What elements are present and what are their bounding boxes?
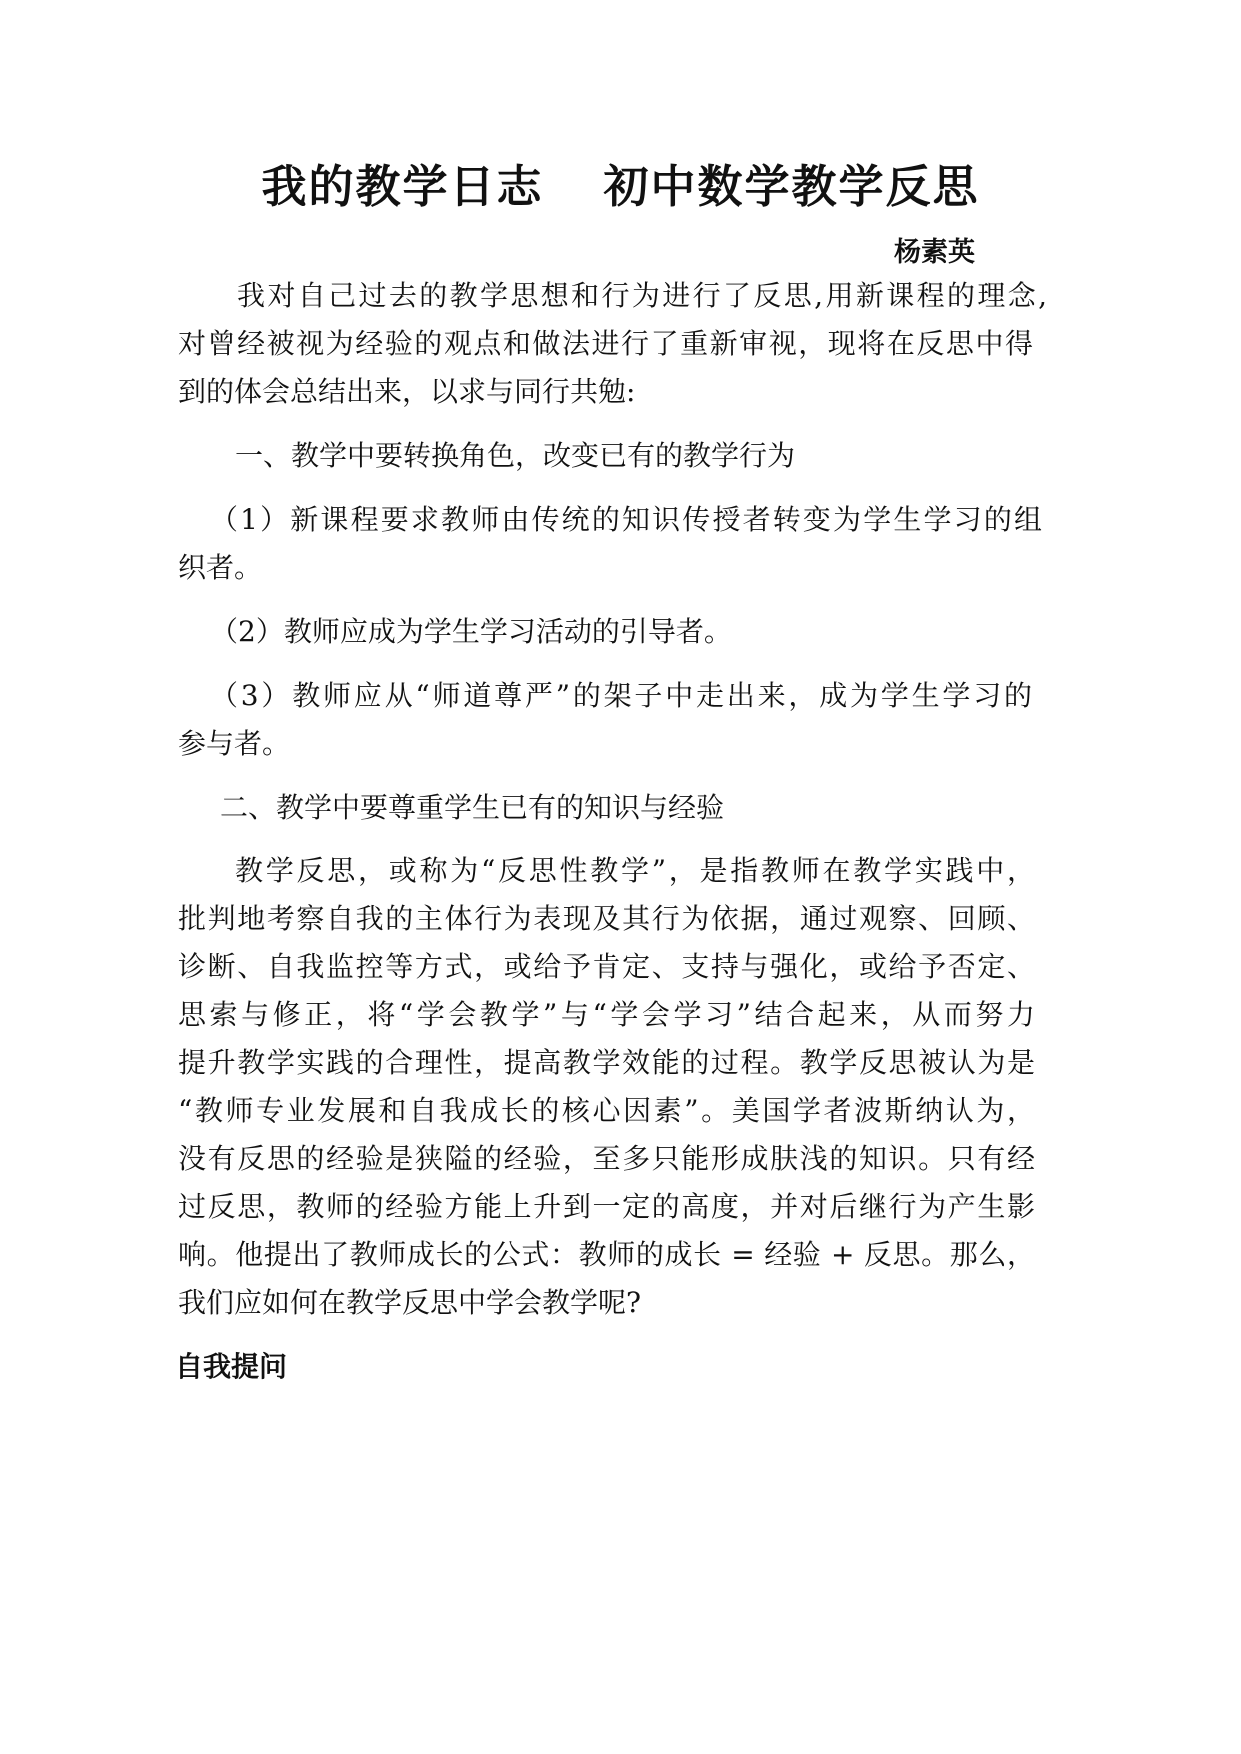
para-line-4: 思索与修正，将“学会教学”与“学会学习”结合起来，从而努力 [178, 998, 1035, 1031]
para-line-7: 没有反思的经验是狭隘的经验，至多只能形成肤浅的知识。只有经 [178, 1142, 1035, 1175]
para-line-3: 诊断、自我监控等方式，或给予肯定、支持与强化，或给予否定、 [178, 950, 1035, 983]
section-2-heading: 二、教学中要尊重学生已有的知识与经验 [220, 791, 725, 824]
author-name: 杨素英 [894, 237, 975, 268]
para-line-10: 我们应如何在教学反思中学会教学呢? [178, 1286, 642, 1319]
section-1-heading: 一、教学中要转换角色，改变已有的教学行为 [235, 439, 796, 472]
intro-line-3: 到的体会总结出来，以求与同行共勉: [178, 375, 636, 408]
item-3-line-2: 参与者。 [178, 727, 291, 760]
para-line-1: 教学反思，或称为“反思性教学”，是指教师在教学实践中， [235, 854, 1035, 887]
para-line-9: 响。他提出了教师成长的公式：教师的成长 = 经验 + 反思。那么， [178, 1238, 1035, 1271]
intro-line-1: 我对自己过去的教学思想和行为进行了反思,用新课程的理念, [237, 279, 1047, 312]
item-1-line-1: （1）新课程要求教师由传统的知识传授者转变为学生学习的组 [210, 503, 1042, 536]
title-part-1: 我的教学日志 [261, 160, 544, 213]
document-title [0, 150, 1241, 215]
para-line-5: 提升教学实践的合理性，提高教学效能的过程。教学反思被认为是 [178, 1046, 1035, 1079]
para-line-6: “教师专业发展和自我成长的核心因素”。美国学者波斯纳认为， [178, 1094, 1035, 1127]
item-1-line-2: 织者。 [178, 551, 263, 584]
intro-line-2: 对曾经被视为经验的观点和做法进行了重新审视，现将在反思中得 [178, 327, 1033, 360]
para-line-8: 过反思，教师的经验方能上升到一定的高度，并对后继行为产生影 [178, 1190, 1035, 1223]
para-line-2: 批判地考察自我的主体行为表现及其行为依据，通过观察、回顾、 [178, 902, 1035, 935]
self-questioning-heading: 自我提问 [175, 1350, 288, 1383]
item-3-line-1: （3）教师应从“师道尊严”的架子中走出来，成为学生学习的 [210, 679, 1032, 712]
item-2: （2）教师应成为学生学习活动的引导者。 [210, 615, 732, 648]
title-part-2: 初中数学教学反思 [603, 160, 980, 213]
